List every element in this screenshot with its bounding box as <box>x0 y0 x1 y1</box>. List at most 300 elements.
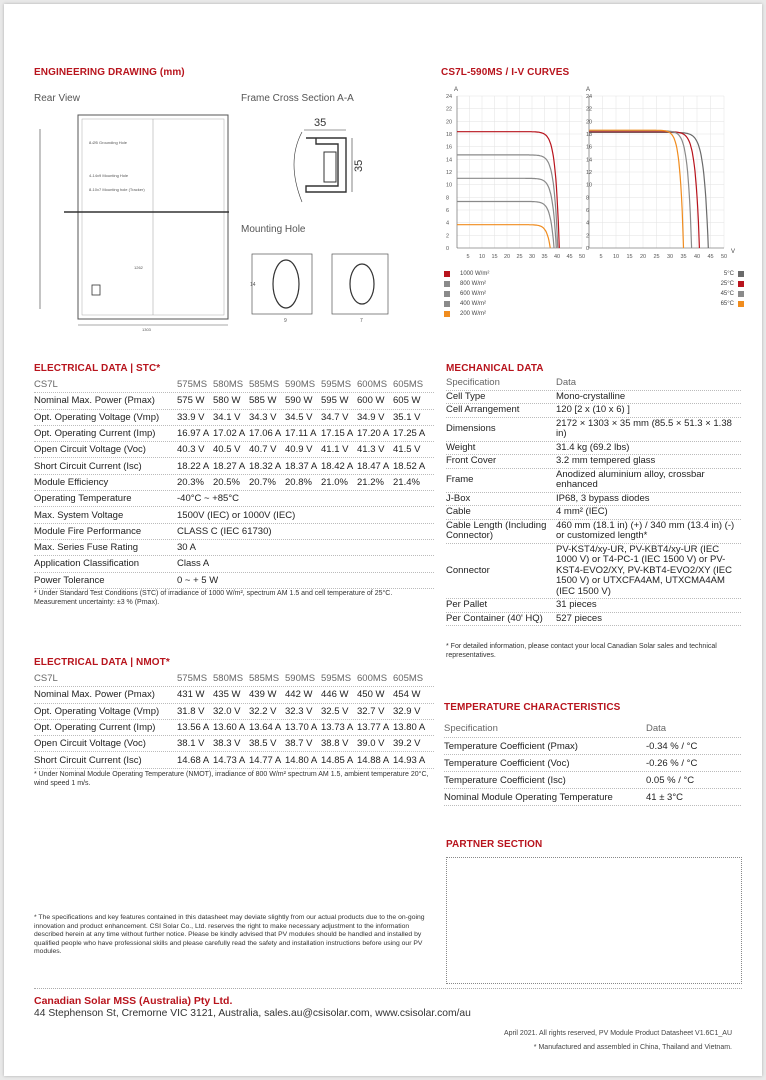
row-value: Class A <box>177 558 210 570</box>
legend-swatch <box>738 281 744 287</box>
partner-title: PARTNER SECTION <box>446 839 543 850</box>
row-value: 30 A <box>177 542 197 554</box>
row-value: 18.52 A <box>393 460 426 472</box>
temp-spec: Temperature Coefficient (Voc) <box>444 757 570 769</box>
row-value: 20.7% <box>249 476 276 488</box>
row-value: 13.73 A <box>321 722 354 734</box>
iv-legend-item <box>694 279 744 289</box>
model-head: 600MS <box>357 673 388 685</box>
mech-spec: Cable <box>446 506 471 517</box>
iv-curve <box>457 225 550 248</box>
y-tick-label: 6 <box>586 208 590 214</box>
model-head: 580MS <box>213 379 244 391</box>
row-label: Module Efficiency <box>34 476 109 488</box>
mech-value: 460 mm (18.1 in) (+) / 340 mm (13.4 in) (-) or customized length* <box>556 519 735 541</box>
row-label: Open Circuit Voltage (Voc) <box>34 444 146 456</box>
row-value: 41.5 V <box>393 444 421 456</box>
legend-label: 1000 W/m² <box>460 271 490 277</box>
row-value: 17.20 A <box>357 428 390 440</box>
row-value: 14.77 A <box>249 754 282 766</box>
row-value: 38.7 V <box>285 738 313 750</box>
dim-9: 9 <box>284 318 287 324</box>
dim-35-top: 35 <box>314 117 327 129</box>
temp-head-data: Data <box>646 723 667 734</box>
mech-value: 31.4 kg (69.2 lbs) <box>556 441 630 453</box>
temp-row <box>444 755 741 772</box>
table-row <box>34 458 434 474</box>
x-tick-label: 10 <box>613 254 620 260</box>
legend-swatch <box>738 291 744 297</box>
mech-spec: J-Box <box>446 492 471 504</box>
model-head: 590MS <box>285 673 316 685</box>
y-tick-label: 4 <box>586 220 590 227</box>
model-head: 580MS <box>213 673 244 685</box>
footer-version: April 2021. All rights reserved, PV Module Product Datasheet V1.6C1_AU <box>503 1030 732 1037</box>
row-label: Open Circuit Voltage (Voc) <box>34 738 146 750</box>
model-head: 595MS <box>321 379 352 391</box>
row-value: 1500V (IEC) or 1000V (IEC) <box>177 509 296 521</box>
row-value: 605 W <box>393 395 421 407</box>
legend-swatch <box>444 311 450 317</box>
row-value: 32.7 V <box>357 705 385 717</box>
footer-address: 44 Stephenson St, Cremorne VIC 3121, Australia, sales.au@csisolar.com, www.csisolar.com/au <box>34 1008 471 1019</box>
table-head-label: CS7L <box>34 673 58 685</box>
legend-swatch <box>444 281 450 287</box>
y-tick-label: 18 <box>586 132 593 138</box>
row-value: 21.0% <box>321 476 348 488</box>
row-value: 13.80 A <box>393 722 426 734</box>
row-value: 38.3 V <box>213 738 241 750</box>
row-value: 442 W <box>285 689 313 701</box>
row-value: 14.88 A <box>357 754 390 766</box>
iv-legend-item <box>694 299 744 309</box>
x-tick-label: 40 <box>554 254 561 260</box>
mech-value: Mono-crystalline <box>556 390 626 402</box>
y-tick-label: 24 <box>586 94 593 100</box>
row-value: 13.56 A <box>177 722 210 734</box>
dim-1303: 1303 <box>142 327 151 332</box>
dim-1262: 1262 <box>134 265 143 270</box>
row-value: 13.70 A <box>285 722 318 734</box>
temp-header-row <box>444 720 741 738</box>
mech-row <box>446 506 741 520</box>
rear-view-drawing <box>34 109 239 334</box>
nmot-title: ELECTRICAL DATA | NMOT* <box>34 657 170 668</box>
mech-spec: Per Container (40' HQ) <box>446 612 543 624</box>
mech-head-data: Data <box>556 377 577 388</box>
row-value: 34.1 V <box>213 411 241 423</box>
mech-row <box>446 404 741 418</box>
mech-spec: Weight <box>446 441 476 453</box>
y-tick-label: 22 <box>446 106 453 113</box>
row-value: 21.2% <box>357 476 384 488</box>
row-label: Opt. Operating Current (Imp) <box>34 428 156 440</box>
hole-label-2: 4-14x9 Mounting Hole <box>89 173 129 178</box>
x-tick-label: 50 <box>721 254 728 260</box>
legend-label: 800 W/m² <box>460 281 487 287</box>
row-label: Nominal Max. Power (Pmax) <box>34 689 155 701</box>
y-tick-label: 20 <box>446 119 453 126</box>
legend-swatch <box>738 301 744 307</box>
row-value: 34.7 V <box>321 411 349 423</box>
x-tick-label: 15 <box>491 254 498 260</box>
model-head: 600MS <box>357 379 388 391</box>
iv-curve <box>457 132 559 248</box>
table-head-label: CS7L <box>34 379 58 391</box>
model-head: 595MS <box>321 673 352 685</box>
iv-legend-item <box>444 309 534 319</box>
mounting-hole-drawing <box>244 246 394 326</box>
x-tick-label: 5 <box>599 254 603 260</box>
mech-row <box>446 442 741 456</box>
row-value: 34.3 V <box>249 411 277 423</box>
mech-spec: Cell Type <box>446 390 486 402</box>
row-value: 40.5 V <box>213 444 241 456</box>
table-row <box>34 687 434 703</box>
iv-legend-item <box>444 269 534 279</box>
model-head: 585MS <box>249 379 280 391</box>
legend-label: 200 W/m² <box>460 311 487 317</box>
x-tick-label: 30 <box>667 254 674 260</box>
y-tick-label: 14 <box>446 157 453 164</box>
row-value: 17.25 A <box>393 428 426 440</box>
x-tick-label: 45 <box>707 254 714 260</box>
disclaimer: * The specifications and key features contained in this datasheet may deviate slightly from our actual products due to the on-going innovation and product enhancement. CSI Solar Co., Ltd. reserves the right to make necessary adjustment to the information described herein at any time without further notice. Please be kindly advised that PV modules should be handled and installed by qualified people who have professional skills and please carefully read the safety and installation instructions before using our PV modules. <box>34 914 425 956</box>
stc-title: ELECTRICAL DATA | STC* <box>34 363 161 374</box>
mech-title: MECHANICAL DATA <box>446 363 544 374</box>
row-value: 18.42 A <box>321 460 354 472</box>
model-head: 590MS <box>285 379 316 391</box>
row-label: Nominal Max. Power (Pmax) <box>34 395 155 407</box>
mounting-hole-label: Mounting Hole <box>241 224 306 235</box>
table-row <box>34 491 434 507</box>
y-tick-label: 14 <box>586 157 593 164</box>
row-value: 431 W <box>177 689 205 701</box>
iv-curve <box>589 131 692 248</box>
row-value: 34.5 V <box>285 411 313 423</box>
x-tick-label: 20 <box>640 254 647 260</box>
x-tick-label: 15 <box>626 254 633 260</box>
nmot-table <box>34 671 434 769</box>
temp-spec: Nominal Module Operating Temperature <box>444 791 613 803</box>
row-value: 0 ~ + 5 W <box>177 574 219 586</box>
x-tick-label: 25 <box>516 254 523 260</box>
row-value: 33.9 V <box>177 411 205 423</box>
iv-legend-item <box>444 289 534 299</box>
mech-row <box>446 613 741 627</box>
temp-row <box>444 789 741 806</box>
row-label: Opt. Operating Current (Imp) <box>34 722 156 734</box>
mech-spec: Cable Length (Including Connector) <box>446 519 547 541</box>
table-row <box>34 426 434 442</box>
row-value: 14.68 A <box>177 754 210 766</box>
mech-row <box>446 520 741 544</box>
mech-table <box>446 377 741 626</box>
datasheet-page <box>4 4 762 1076</box>
engineering-drawing-title: ENGINEERING DRAWING (mm) <box>34 67 185 78</box>
table-row <box>34 442 434 458</box>
mech-note: * For detailed information, please contact your local Canadian Solar sales and technical representatives. <box>446 643 717 659</box>
hole-label-1: 8-Ø5 Grounding Hole <box>89 140 128 145</box>
row-value: 575 W <box>177 395 205 407</box>
x-tick-label: 30 <box>529 254 536 260</box>
row-value: -40°C ~ +85°C <box>177 493 239 505</box>
temp-head-spec: Specification <box>444 723 498 734</box>
row-value: 38.1 V <box>177 738 205 750</box>
nmot-note: * Under Nominal Module Operating Temperature (NMOT), irradiance of 800 W/m² spectrum AM 1.5, ambient temperature 20°C, wind speed 1 m/s. <box>34 771 429 787</box>
mech-row <box>446 391 741 405</box>
row-value: 41.1 V <box>321 444 349 456</box>
row-value: CLASS C (IEC 61730) <box>177 525 272 537</box>
iv-left-y-unit: A <box>454 87 459 93</box>
mech-spec: Front Cover <box>446 455 497 466</box>
model-head: 585MS <box>249 673 280 685</box>
x-tick-label: 40 <box>694 254 701 260</box>
mech-value: PV-KST4/xy-UR, PV-KBT4/xy-UR (IEC 1000 V) or T4-PC-1 (IEC 1500 V) or PV-KST4-EVO2/XY, PV-KBT4-EVO2/XY (IEC 1500 V) or UTXCFA4AM, UTXCMA4AM (IEC 1500 V) <box>556 543 732 597</box>
row-label: Opt. Operating Voltage (Vmp) <box>34 411 160 423</box>
temp-value: 41 ± 3°C <box>646 791 684 803</box>
mech-row <box>446 455 741 469</box>
iv-curves-title: CS7L-590MS / I-V CURVES <box>441 67 570 78</box>
temp-title: TEMPERATURE CHARACTERISTICS <box>444 702 621 713</box>
table-row <box>34 573 434 589</box>
legend-label: 600 W/m² <box>460 291 487 297</box>
y-tick-label: 2 <box>446 233 450 240</box>
row-value: 18.27 A <box>213 460 246 472</box>
row-value: 13.77 A <box>357 722 390 734</box>
stc-table <box>34 377 434 589</box>
mech-value: 2172 × 1303 × 35 mm (85.5 × 51.3 × 1.38 in) <box>556 417 732 439</box>
row-value: 38.5 V <box>249 738 277 750</box>
mech-spec: Dimensions <box>446 422 496 434</box>
row-label: Power Tolerance <box>34 574 105 586</box>
y-tick-label: 12 <box>586 170 593 176</box>
mech-value: 527 pieces <box>556 612 602 624</box>
y-tick-label: 8 <box>586 195 590 202</box>
mech-value: IP68, 3 bypass diodes <box>556 492 650 504</box>
iv-legend-item <box>444 299 534 309</box>
rear-view-label: Rear View <box>34 93 80 104</box>
row-value: 450 W <box>357 689 385 701</box>
y-tick-label: 24 <box>446 94 453 100</box>
y-tick-label: 16 <box>446 144 453 151</box>
row-value: 34.9 V <box>357 411 385 423</box>
row-label: Max. Series Fuse Rating <box>34 542 139 554</box>
mech-row <box>446 469 741 493</box>
y-tick-label: 6 <box>446 208 450 214</box>
mech-header-row <box>446 377 741 391</box>
table-row <box>34 752 434 768</box>
x-tick-label: 20 <box>504 254 511 260</box>
iv-right-y-unit: A <box>586 87 591 93</box>
row-value: 18.47 A <box>357 460 390 472</box>
temp-table <box>444 720 741 806</box>
table-row <box>34 720 434 736</box>
row-value: 39.0 V <box>357 738 385 750</box>
y-tick-label: 8 <box>446 195 450 202</box>
iv-curves-chart <box>434 82 744 267</box>
y-tick-label: 0 <box>586 246 590 252</box>
row-value: 16.97 A <box>177 428 210 440</box>
mech-row <box>446 599 741 613</box>
row-value: 13.64 A <box>249 722 282 734</box>
row-value: 13.60 A <box>213 722 246 734</box>
table-header-row <box>34 377 434 393</box>
y-tick-label: 10 <box>446 182 453 189</box>
table-row <box>34 393 434 409</box>
row-label: Max. System Voltage <box>34 509 124 521</box>
table-row <box>34 540 434 556</box>
row-value: 41.3 V <box>357 444 385 456</box>
row-value: 31.8 V <box>177 705 205 717</box>
mech-value: 120 [2 x (10 x 6) ] <box>556 404 630 415</box>
legend-swatch <box>444 301 450 307</box>
row-value: 18.37 A <box>285 460 318 472</box>
iv-curve <box>589 130 684 248</box>
row-value: 39.2 V <box>393 738 421 750</box>
footer-manufactured: * Manufactured and assembled in China, Thailand and Vietnam. <box>533 1044 732 1051</box>
y-tick-label: 20 <box>586 119 593 126</box>
row-value: 17.02 A <box>213 428 246 440</box>
row-value: 14.80 A <box>285 754 318 766</box>
x-tick-label: 5 <box>466 254 470 260</box>
row-value: 14.85 A <box>321 754 354 766</box>
x-tick-label: 25 <box>653 254 660 260</box>
model-head: 575MS <box>177 673 208 685</box>
mech-row <box>446 493 741 507</box>
row-value: 38.8 V <box>321 738 349 750</box>
legend-label: 25°C <box>720 281 734 287</box>
table-row <box>34 475 434 491</box>
legend-swatch <box>444 271 450 277</box>
row-value: 32.5 V <box>321 705 349 717</box>
footer-divider <box>34 988 742 989</box>
table-row <box>34 556 434 572</box>
row-value: 21.4% <box>393 476 420 488</box>
dim-14: 14 <box>250 282 256 288</box>
legend-swatch <box>444 291 450 297</box>
iv-legend-item <box>444 279 534 289</box>
temp-value: -0.34 % / °C <box>646 740 698 752</box>
y-tick-label: 16 <box>586 144 593 151</box>
iv-x-unit: V <box>731 249 736 255</box>
iv-legend-item <box>694 269 744 279</box>
mech-spec: Frame <box>446 473 474 485</box>
legend-label: 65°C <box>720 301 734 307</box>
table-row <box>34 410 434 426</box>
row-value: 40.3 V <box>177 444 205 456</box>
mech-spec: Connector <box>446 564 490 576</box>
temp-value: -0.26 % / °C <box>646 757 698 769</box>
row-label: Short Circuit Current (Isc) <box>34 460 142 472</box>
row-value: 595 W <box>321 395 349 407</box>
temp-row <box>444 772 741 789</box>
y-tick-label: 0 <box>446 246 450 252</box>
table-row <box>34 507 434 523</box>
legend-label: 45°C <box>720 291 734 297</box>
row-value: 585 W <box>249 395 277 407</box>
mech-value: 31 pieces <box>556 599 597 610</box>
mech-spec: Cell Arrangement <box>446 404 520 415</box>
iv-curve <box>457 178 556 248</box>
mech-row <box>446 544 741 600</box>
model-head: 575MS <box>177 379 208 391</box>
row-value: 32.2 V <box>249 705 277 717</box>
x-tick-label: 45 <box>566 254 573 260</box>
row-value: 454 W <box>393 689 421 701</box>
mech-value: Anodized aluminium alloy, crossbar enhanced <box>556 468 705 490</box>
row-value: 600 W <box>357 395 385 407</box>
row-value: 18.32 A <box>249 460 282 472</box>
mech-spec: Per Pallet <box>446 599 488 610</box>
table-row <box>34 736 434 752</box>
row-value: 590 W <box>285 395 313 407</box>
row-value: 14.73 A <box>213 754 246 766</box>
x-tick-label: 35 <box>680 254 687 260</box>
row-value: 20.3% <box>177 476 204 488</box>
row-value: 32.0 V <box>213 705 241 717</box>
model-head: 605MS <box>393 673 424 685</box>
dim-7: 7 <box>360 318 363 324</box>
y-tick-label: 22 <box>586 106 593 113</box>
row-value: 20.5% <box>213 476 240 488</box>
legend-swatch <box>738 271 744 277</box>
x-tick-label: 50 <box>579 254 586 260</box>
row-value: 435 W <box>213 689 241 701</box>
x-tick-label: 35 <box>541 254 548 260</box>
row-value: 35.1 V <box>393 411 421 423</box>
model-head: 605MS <box>393 379 424 391</box>
mech-value: 3.2 mm tempered glass <box>556 455 656 466</box>
y-tick-label: 4 <box>446 220 450 227</box>
row-label: Short Circuit Current (Isc) <box>34 754 142 766</box>
stc-note: * Under Standard Test Conditions (STC) of irradiance of 1000 W/m², spectrum AM 1.5 and cell temperature of 25°C. Measurement uncertainty: ±3 % (Pmax). <box>34 590 393 606</box>
x-tick-label: 10 <box>479 254 486 260</box>
mech-value: 4 mm² (IEC) <box>556 506 608 517</box>
temp-spec: Temperature Coefficient (Pmax) <box>444 740 578 752</box>
hole-label-3: 8-10x7 Mounting hole (Tracker) <box>89 187 145 192</box>
legend-label: 5°C <box>723 271 734 277</box>
legend-label: 400 W/m² <box>460 301 487 307</box>
row-value: 439 W <box>249 689 277 701</box>
row-value: 17.11 A <box>285 428 317 440</box>
frame-section-label: Frame Cross Section A-A <box>241 93 354 104</box>
row-value: 580 W <box>213 395 241 407</box>
row-value: 32.9 V <box>393 705 421 717</box>
row-value: 14.93 A <box>393 754 426 766</box>
iv-legend-temperature <box>694 269 744 309</box>
row-value: 32.3 V <box>285 705 313 717</box>
partner-box <box>446 857 742 984</box>
y-tick-label: 10 <box>586 182 593 189</box>
y-tick-label: 2 <box>586 233 590 240</box>
footer-company: Canadian Solar MSS (Australia) Pty Ltd. <box>34 995 233 1007</box>
temp-spec: Temperature Coefficient (Isc) <box>444 774 566 786</box>
row-value: 40.7 V <box>249 444 277 456</box>
row-label: Module Fire Performance <box>34 525 142 537</box>
row-value: 20.8% <box>285 476 312 488</box>
row-label: Opt. Operating Voltage (Vmp) <box>34 705 160 717</box>
y-tick-label: 18 <box>446 132 453 138</box>
mech-head-spec: Specification <box>446 377 500 388</box>
table-header-row <box>34 671 434 687</box>
row-value: 446 W <box>321 689 349 701</box>
row-label: Application Classification <box>34 558 140 570</box>
row-value: 40.9 V <box>285 444 313 456</box>
row-label: Operating Temperature <box>34 493 132 505</box>
y-tick-label: 12 <box>446 170 453 176</box>
row-value: 18.22 A <box>177 460 210 472</box>
